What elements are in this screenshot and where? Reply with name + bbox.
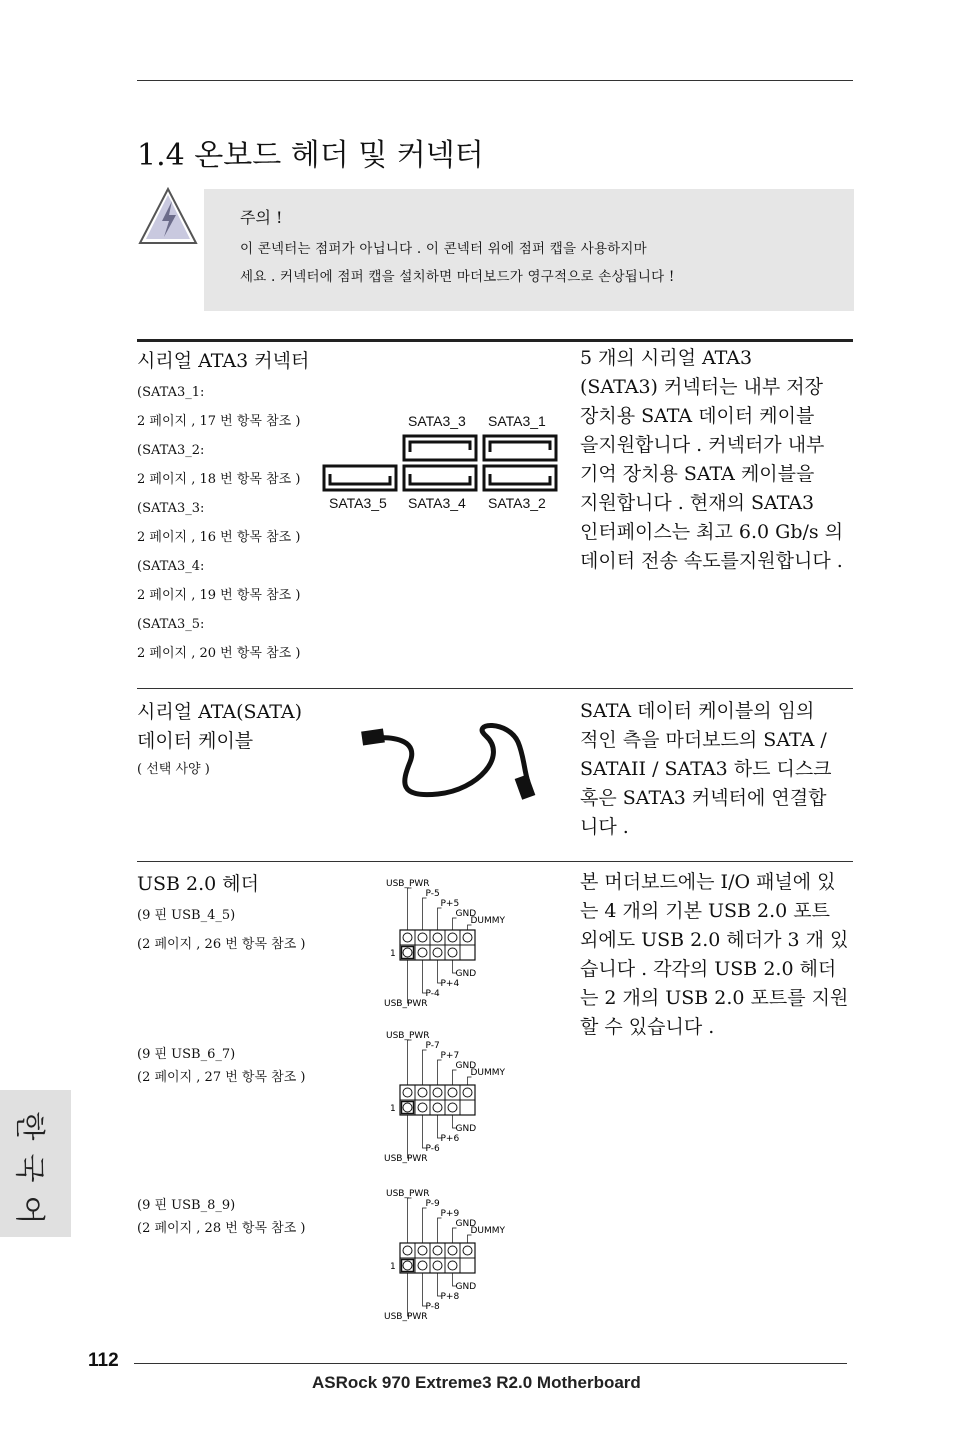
pin-cell: [445, 1258, 460, 1273]
desc-line: 는 2 개의 USB 2.0 포트를 지원: [580, 987, 849, 1009]
language-side-tab: [0, 1090, 71, 1237]
cable-heading-line: 데이터 케이블: [137, 730, 254, 752]
pin-cell: [445, 1243, 460, 1258]
header-pin: [403, 1103, 412, 1112]
pin-cell: [430, 1100, 445, 1115]
desc-line: 인터페이스는 최고 6.0 Gb/s 의: [580, 521, 844, 543]
pin-label: USB_PWR: [384, 1154, 428, 1164]
usb-8-9-header-diagram: [382, 1188, 512, 1333]
header-pin: [418, 1246, 427, 1255]
sata3-5-label: SATA3_5: [329, 495, 387, 511]
usb-heading: USB 2.0 헤더: [137, 873, 259, 895]
pin-cell: [460, 1258, 475, 1273]
pin-cell: [415, 1243, 430, 1258]
desc-line: 기억 장치용 SATA 케이블을: [580, 463, 815, 485]
pin-label: P-8: [425, 1302, 440, 1312]
usb45-ref-line: (9 핀 USB_4_5): [137, 908, 236, 923]
cable-description: [580, 697, 832, 842]
sata3-ref: 2 페이지 , 17 번 항목 참조 ): [137, 414, 301, 429]
pin-cell: [445, 930, 460, 945]
header-pin: [433, 1246, 442, 1255]
usb-6-7-header-diagram: [382, 1030, 512, 1175]
pin-leader: [408, 888, 412, 930]
pin-cell: [415, 1085, 430, 1100]
pin-cell: [415, 1258, 430, 1273]
footer-text: ASRock 970 Extreme3 R2.0 Motherboard: [312, 1373, 641, 1392]
sata3-ref: (SATA3_2:: [137, 443, 205, 458]
desc-line: 데이터 전송 속도를지원합니다 .: [580, 550, 843, 572]
sata3-refs: [137, 378, 300, 668]
pin-leader: [438, 1060, 442, 1085]
pin-leader: [408, 1115, 412, 1158]
sata3-ref: (SATA3_4:: [137, 559, 205, 574]
pin-cell: [400, 930, 415, 945]
pin-label: USB_PWR: [384, 1312, 428, 1322]
pin-cell: [430, 930, 445, 945]
pin-label: DUMMY: [470, 1068, 506, 1078]
pin-1-label: 1: [390, 1104, 396, 1114]
pin-leader: [453, 1228, 457, 1243]
side-tab-char: 한: [11, 1111, 47, 1141]
header-pin: [448, 1088, 457, 1097]
sata3-3-label: SATA3_3: [408, 413, 466, 429]
pin-label: P+6: [440, 1134, 460, 1144]
page-title: 1.4 온보드 헤더 및 커넥터: [137, 138, 484, 173]
desc-line: 혹은 SATA3 커넥터에 연결합: [580, 787, 827, 809]
pin-label: DUMMY: [470, 916, 506, 926]
usb89-ref-line: (2 페이지 , 28 번 항목 참조 ): [137, 1221, 306, 1236]
header-pin: [448, 1261, 457, 1270]
desc-line: (SATA3) 커넥터는 내부 저장: [580, 376, 823, 398]
pin-label: GND: [455, 1282, 477, 1292]
usb67-ref-line: (9 핀 USB_6_7): [137, 1047, 236, 1062]
sata3-4-port: [404, 466, 476, 490]
sata3-3-port: [404, 436, 476, 460]
header-pin: [403, 1246, 412, 1255]
pin-leader: [408, 1198, 412, 1243]
sata-connectors-diagram: [320, 432, 560, 492]
pin-label: GND: [455, 1061, 477, 1071]
sata3-ref: 2 페이지 , 19 번 항목 참조 ): [137, 588, 301, 603]
desc-line: 본 머더보드에는 I/O 패널에 있: [580, 871, 836, 893]
pin-cell: [430, 1085, 445, 1100]
footer-rule: [134, 1363, 847, 1364]
pin-label: P+4: [440, 979, 460, 989]
warning-icon: [138, 187, 198, 247]
desc-line: SATA 데이터 케이블의 임의: [580, 700, 815, 722]
pin-leader: [468, 1077, 472, 1085]
pin-leader: [468, 1235, 472, 1243]
desc-line: 외에도 USB 2.0 헤더가 3 개 있: [580, 929, 849, 951]
sata3-4-label: SATA3_4: [408, 495, 466, 511]
pin-leader: [423, 1208, 427, 1243]
pin-label: USB_PWR: [386, 1031, 430, 1041]
pin-cell: [445, 945, 460, 960]
sata3-ref: (SATA3_3:: [137, 501, 205, 516]
desc-line: 적인 측을 마더보드의 SATA /: [580, 729, 827, 751]
sata3-ref: (SATA3_1:: [137, 385, 205, 400]
usb-4-5-header-diagram: [382, 878, 512, 1016]
usb67-ref: [137, 1043, 305, 1089]
cable-heading: [137, 698, 302, 756]
usb45-ref: [137, 901, 305, 959]
sata3-ref: 2 페이지 , 18 번 항목 참조 ): [137, 472, 301, 487]
usb67-ref-line: (2 페이지 , 27 번 항목 참조 ): [137, 1070, 306, 1085]
pin-leader: [408, 960, 412, 1003]
pin-label: P+8: [440, 1292, 460, 1302]
header-pin: [418, 1261, 427, 1270]
pin-label: P-9: [425, 1199, 440, 1209]
desc-line: 습니다 . 각각의 USB 2.0 헤더: [580, 958, 837, 980]
header-pin: [418, 1088, 427, 1097]
pin-label: GND: [455, 1124, 477, 1134]
pin-label: P+9: [440, 1209, 460, 1219]
pin-cell: [415, 930, 430, 945]
usb89-ref-line: (9 핀 USB_8_9): [137, 1198, 236, 1213]
header-pin: [448, 948, 457, 957]
pin-cell: [415, 1100, 430, 1115]
pin-cell: [430, 1243, 445, 1258]
desc-line: SATAII / SATA3 하드 디스크: [580, 758, 832, 780]
sata3-ref: 2 페이지 , 16 번 항목 참조 ): [137, 530, 301, 545]
sata3-rule: [137, 339, 853, 342]
header-pin: [448, 1246, 457, 1255]
desc-line: 지원합니다 . 현재의 SATA3: [580, 492, 815, 514]
pin-cell: [445, 1085, 460, 1100]
usb-rule: [137, 861, 853, 862]
pin-cell: [460, 1100, 475, 1115]
top-rule: [137, 80, 853, 81]
pin-cell: [400, 1243, 415, 1258]
header-pin: [433, 1088, 442, 1097]
header-pin: [403, 948, 412, 957]
header-pin: [418, 1103, 427, 1112]
sata3-5-port: [324, 466, 396, 490]
header-pin: [463, 1246, 472, 1255]
pin-label: P+7: [440, 1051, 460, 1061]
pin-label: GND: [455, 909, 477, 919]
pin-leader: [453, 1070, 457, 1085]
pin-label: DUMMY: [470, 1226, 506, 1236]
sata3-1-port: [484, 436, 556, 460]
caution-title: 주의 !: [240, 208, 283, 227]
pin-leader: [453, 918, 457, 930]
sata3-description: [580, 344, 843, 576]
header-pin: [403, 1088, 412, 1097]
desc-line: 는 4 개의 기본 USB 2.0 포트: [580, 900, 831, 922]
caution-line-1: 이 콘넥터는 점퍼가 아닙니다 . 이 콘넥터 위에 점퍼 캡을 사용하지마: [240, 241, 647, 257]
usb89-ref: [137, 1194, 305, 1240]
page-number: 112: [88, 1350, 119, 1371]
pin-cell: [460, 930, 475, 945]
pin-leader: [423, 1050, 427, 1085]
pin-1-label: 1: [390, 949, 396, 959]
header-pin: [448, 933, 457, 942]
pin-label: USB_PWR: [386, 1189, 430, 1199]
sata3-ref: 2 페이지 , 20 번 항목 참조 ): [137, 646, 301, 661]
pin-1-label: 1: [390, 1262, 396, 1272]
pin-label: P-5: [425, 889, 440, 899]
pin-leader: [408, 1040, 412, 1085]
header-pin: [463, 933, 472, 942]
header-pin: [433, 933, 442, 942]
sata3-2-port: [484, 466, 556, 490]
header-pin: [433, 1261, 442, 1270]
pin-cell: [400, 1085, 415, 1100]
usb45-ref-line: (2 페이지 , 26 번 항목 참조 ): [137, 937, 306, 952]
pin-label: P+5: [440, 899, 460, 909]
cable-heading-line: 시리얼 ATA(SATA): [137, 701, 303, 723]
sata3-heading: 시리얼 ATA3 커넥터: [137, 350, 310, 372]
sata3-2-label: SATA3_2: [488, 495, 546, 511]
desc-line: 할 수 있습니다 .: [580, 1016, 715, 1038]
pin-leader: [423, 898, 427, 930]
desc-line: 을지원합니다 . 커넥터가 내부: [580, 434, 825, 456]
pin-cell: [445, 1100, 460, 1115]
pin-label: GND: [455, 1219, 477, 1229]
caution-box: [204, 189, 854, 311]
sata3-ref: (SATA3_5:: [137, 617, 205, 632]
pin-label: P-7: [425, 1041, 440, 1051]
desc-line: 니다 .: [580, 816, 629, 838]
pin-cell: [460, 945, 475, 960]
header-pin: [418, 933, 427, 942]
pin-cell: [430, 945, 445, 960]
desc-line: 5 개의 시리얼 ATA3: [580, 347, 753, 369]
pin-cell: [415, 945, 430, 960]
header-pin: [403, 1261, 412, 1270]
pin-leader: [408, 1273, 412, 1316]
pin-cell: [460, 1085, 475, 1100]
header-pin: [448, 1103, 457, 1112]
pin-label: USB_PWR: [386, 879, 430, 889]
pin-leader: [438, 1218, 442, 1243]
usb-description: [580, 868, 848, 1042]
side-tab-char: 어: [11, 1195, 47, 1225]
pin-label: USB_PWR: [384, 999, 428, 1009]
side-tab-char: 국: [11, 1153, 47, 1183]
header-pin: [463, 1088, 472, 1097]
sata-cable-image: [358, 712, 548, 804]
pin-cell: [460, 1243, 475, 1258]
header-pin: [418, 948, 427, 957]
caution-line-2: 세요 . 커넥터에 점퍼 캡을 설치하면 마더보드가 영구적으로 손상됩니다 !: [240, 269, 675, 285]
pin-cell: [430, 1258, 445, 1273]
cable-rule: [137, 688, 853, 689]
desc-line: 장치용 SATA 데이터 케이블: [580, 405, 815, 427]
pin-leader: [438, 908, 442, 930]
header-pin: [433, 948, 442, 957]
caution-text: [240, 235, 675, 291]
pin-label: P-6: [425, 1144, 440, 1154]
pin-label: P-4: [425, 989, 440, 999]
sata3-1-label: SATA3_1: [488, 413, 546, 429]
pin-label: GND: [455, 969, 477, 979]
cable-optional-note: ( 선택 사양 ): [137, 762, 210, 777]
header-pin: [403, 933, 412, 942]
header-pin: [433, 1103, 442, 1112]
